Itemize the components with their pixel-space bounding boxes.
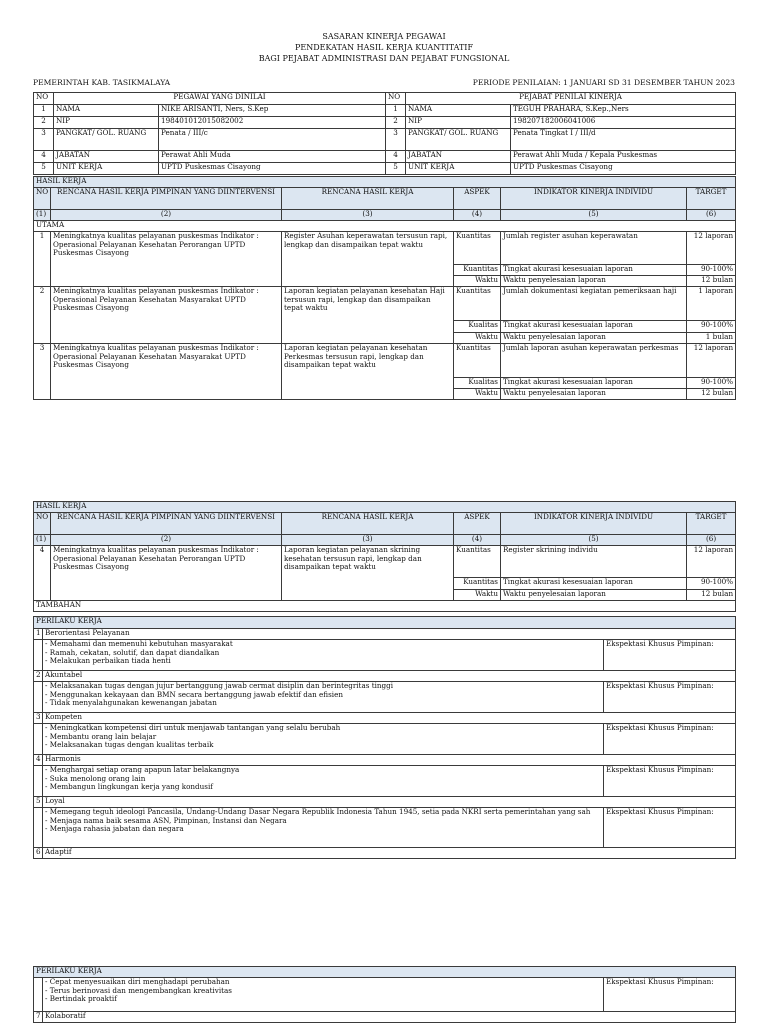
indicator: Waktu penyelesaian laporan — [501, 276, 687, 287]
indicator: Register skrining individu — [501, 546, 687, 578]
leader-expectation: Ekspektasi Khusus Pimpinan: — [604, 724, 736, 755]
field-label: JABATAN — [54, 151, 159, 163]
aspect: Waktu — [454, 276, 501, 287]
indicator: Tingkat akurasi kesesuaian laporan — [501, 321, 687, 333]
indicator: Waktu penyelesaian laporan — [501, 590, 687, 601]
aspect: Kuantitas — [454, 578, 501, 590]
item-number: 2 — [34, 287, 51, 344]
target: 12 bulan — [687, 389, 736, 400]
behavior-detail — [34, 766, 736, 797]
leader-expectation: Ekspektasi Khusus Pimpinan: — [604, 808, 736, 848]
column-header: ASPEK — [454, 513, 501, 535]
behavior-category — [34, 755, 736, 766]
column-number: (1) — [34, 535, 51, 546]
list-item: - Menghargai setiap orang apapun latar belakangnya — [45, 765, 240, 774]
row-number: 1 — [34, 105, 54, 117]
assessment-period: PERIODE PENILAIAN: 1 JANUARI SD 31 DESEMBER TAHUN 2023 — [472, 78, 735, 87]
leader-expectation: Ekspektasi Khusus Pimpinan: — [604, 978, 736, 1012]
behavior-detail — [34, 682, 736, 713]
row-number: 5 — [386, 163, 406, 175]
behavior-number: 4 — [34, 755, 43, 766]
column-number: (3) — [282, 535, 454, 546]
table-row — [34, 344, 736, 378]
behavior-points — [43, 978, 604, 1012]
behavior-points — [43, 766, 604, 797]
row-number: 3 — [386, 129, 406, 151]
work-results-table — [33, 176, 736, 400]
row-number: 2 — [386, 117, 406, 129]
behavior-points — [43, 808, 604, 848]
behavior-category — [34, 629, 736, 640]
column-number: (5) — [501, 535, 687, 546]
target: 90-100% — [687, 578, 736, 590]
behavior-number: 6 — [34, 848, 43, 859]
row-number: 1 — [386, 105, 406, 117]
column-number: (4) — [454, 535, 501, 546]
behavior-detail — [34, 724, 736, 755]
section-utama: UTAMA — [34, 221, 736, 232]
column-header: RENCANA HASIL KERJA PIMPINAN YANG DIINTERVENSI — [51, 513, 282, 535]
row-number: 2 — [34, 117, 54, 129]
work-plan: Laporan kegiatan pelayanan skrining kesehatan tersusun rapi, lengkap dan disampaikan tepat waktu — [282, 546, 454, 601]
column-header: NO — [34, 513, 51, 535]
field-label: UNIT KERJA — [406, 163, 511, 175]
aspect: Kuantitas — [454, 546, 501, 578]
list-item: - Melakukan perbaikan tiada henti — [45, 656, 171, 666]
field-label: NIP — [406, 117, 511, 129]
assessor-rank: Penata Tingkat I / III/d — [511, 129, 736, 151]
no-header: NO — [34, 93, 54, 105]
behavior-category — [34, 1012, 736, 1023]
column-number: (6) — [687, 535, 736, 546]
column-header: RENCANA HASIL KERJA — [282, 513, 454, 535]
target: 12 bulan — [687, 590, 736, 601]
assessor-name: TEGUH PRAHARA, S.Kep.,Ners — [511, 105, 736, 117]
leader-plan: Meningkatnya kualitas pelayanan puskesmas Indikator : Operasional Pelayanan Kesehatan Perorangan UPTD Puskesmas Cisayong — [51, 232, 282, 287]
section-tambahan: TAMBAHAN — [34, 601, 736, 612]
target: 12 laporan — [687, 546, 736, 578]
list-item: - Cepat menyesuaikan diri menghadapi perubahan — [45, 977, 230, 986]
work-results-table-continued — [33, 501, 736, 612]
leader-expectation: Ekspektasi Khusus Pimpinan: — [604, 640, 736, 671]
leader-plan: Meningkatnya kualitas pelayanan puskesmas Indikator : Operasional Pelayanan Kesehatan Masyarakat UPTD Puskesmas Cisayong — [51, 287, 282, 344]
target: 90-100% — [687, 378, 736, 389]
target: 1 laporan — [687, 287, 736, 321]
aspect: Kuantitas — [454, 287, 501, 321]
column-number: (2) — [51, 210, 282, 221]
list-item: - Tidak menyalahgunakan kewenangan jabatan — [45, 698, 217, 708]
column-number: (6) — [687, 210, 736, 221]
document-subtitle-2: BAGI PEJABAT ADMINISTRASI DAN PEJABAT FUNGSIONAL — [258, 54, 510, 63]
field-label: NAMA — [406, 105, 511, 117]
field-label: PANGKAT/ GOL. RUANG — [406, 129, 511, 151]
field-label: UNIT KERJA — [54, 163, 159, 175]
assessor-unit: UPTD Puskesmas Cisayong — [511, 163, 736, 175]
identity-table — [33, 92, 736, 175]
behavior-name: Kompeten — [43, 713, 736, 724]
column-number: (4) — [454, 210, 501, 221]
behavior-table-continued — [33, 966, 736, 1023]
assessed-employee-header: PEGAWAI YANG DINILAI — [54, 93, 386, 105]
employee-unit: UPTD Puskesmas Cisayong — [159, 163, 386, 175]
leader-expectation: Ekspektasi Khusus Pimpinan: — [604, 766, 736, 797]
list-item: - Ramah, cekatan, solutif, dan dapat diandalkan — [45, 647, 220, 657]
indicator: Jumlah dokumentasi kegiatan pemeriksaan haji — [501, 287, 687, 321]
column-number: (2) — [51, 535, 282, 546]
behavior-number: 5 — [34, 797, 43, 808]
indicator: Tingkat akurasi kesesuaian laporan — [501, 265, 687, 276]
list-item: - Suka menolong orang lain — [45, 773, 146, 783]
list-item: - Melaksanakan tugas dengan jujur bertanggung jawab cermat disiplin dan berintegritas tinggi — [45, 681, 394, 690]
employee-name: NIKE ARISANTI, Ners, S.Kep — [159, 105, 386, 117]
list-item: - Terus berinovasi dan mengembangkan kreativitas — [45, 985, 232, 995]
indicator: Tingkat akurasi kesesuaian laporan — [501, 378, 687, 389]
column-header: ASPEK — [454, 188, 501, 210]
row-number: 4 — [34, 151, 54, 163]
list-item: - Bertindak proaktif — [45, 994, 117, 1004]
column-header: TARGET — [687, 188, 736, 210]
column-header: RENCANA HASIL KERJA — [282, 188, 454, 210]
item-number: 1 — [34, 232, 51, 287]
list-item: - Menjaga rahasia jabatan dan negara — [45, 824, 184, 834]
list-item: - Memahami dan memenuhi kebutuhan masyarakat — [45, 639, 233, 648]
leader-plan: Meningkatnya kualitas pelayanan puskesmas Indikator : Operasional Pelayanan Kesehatan Masyarakat UPTD Puskesmas Cisayong — [51, 344, 282, 400]
list-item: - Menjaga nama baik sesama ASN, Pimpinan, Instansi dan Negara — [45, 815, 287, 825]
behavior-name: Kolaboratif — [43, 1012, 736, 1023]
behavior-category — [34, 671, 736, 682]
aspect: Kuantitas — [454, 232, 501, 265]
leader-plan: Meningkatnya kualitas pelayanan puskesmas Indikator : Operasional Pelayanan Kesehatan Perorangan UPTD Puskesmas Cisayong — [51, 546, 282, 601]
target: 90-100% — [687, 321, 736, 333]
indicator: Waktu penyelesaian laporan — [501, 333, 687, 344]
behavior-number: 1 — [34, 629, 43, 640]
employee-position: Perawat Ahli Muda — [159, 151, 386, 163]
column-header: NO — [34, 188, 51, 210]
target: 12 laporan — [687, 232, 736, 265]
list-item: - Menggunakan kekayaan dan BMN secara bertanggung jawab efektif dan efisien — [45, 689, 343, 699]
column-number: (1) — [34, 210, 51, 221]
indicator: Jumlah laporan asuhan keperawatan perkesmas — [501, 344, 687, 378]
behavior-category — [34, 797, 736, 808]
table-row — [34, 232, 736, 265]
field-label: JABATAN — [406, 151, 511, 163]
aspect: Kualitas — [454, 378, 501, 389]
field-label: PANGKAT/ GOL. RUANG — [54, 129, 159, 151]
behavior-number: 2 — [34, 671, 43, 682]
document-subtitle: PENDEKATAN HASIL KERJA KUANTITATIF — [294, 43, 474, 52]
indicator: Tingkat akurasi kesesuaian laporan — [501, 578, 687, 590]
behavior-name: Harmonis — [43, 755, 736, 766]
indicator: Waktu penyelesaian laporan — [501, 389, 687, 400]
row-number: 5 — [34, 163, 54, 175]
employee-nip: 198401012015082002 — [159, 117, 386, 129]
behavior-detail — [34, 978, 736, 1012]
behavior-points — [43, 640, 604, 671]
behavior-detail — [34, 808, 736, 848]
behavior-points — [43, 724, 604, 755]
column-header: TARGET — [687, 513, 736, 535]
leader-expectation: Ekspektasi Khusus Pimpinan: — [604, 682, 736, 713]
aspect: Waktu — [454, 389, 501, 400]
section-title: PERILAKU KERJA — [34, 617, 736, 629]
organization-name: PEMERINTAH KAB. TASIKMALAYA — [33, 78, 171, 87]
work-plan: Register Asuhan keperawatan tersusun rapi, lengkap dan disampaikan tepat waktu — [282, 232, 454, 287]
target: 90-100% — [687, 265, 736, 276]
aspect: Waktu — [454, 333, 501, 344]
column-header: INDIKATOR KINERJA INDIVIDU — [501, 188, 687, 210]
row-number: 4 — [386, 151, 406, 163]
behavior-name: Adaptif — [43, 848, 736, 859]
behavior-name: Loyal — [43, 797, 736, 808]
behavior-table — [33, 616, 736, 859]
column-number: (3) — [282, 210, 454, 221]
list-item: - Membangun lingkungan kerja yang kondusif — [45, 782, 213, 792]
behavior-category — [34, 848, 736, 859]
section-title: HASIL KERJA — [34, 502, 736, 513]
behavior-number: 3 — [34, 713, 43, 724]
section-title: PERILAKU KERJA — [34, 967, 736, 978]
table-row — [34, 287, 736, 321]
list-item: - Meningkatkan kompetensi diri untuk menjawab tantangan yang selalu berubah — [45, 723, 341, 732]
section-title: HASIL KERJA — [34, 177, 736, 188]
target: 12 bulan — [687, 276, 736, 287]
row-number: 3 — [34, 129, 54, 151]
aspect: Kualitas — [454, 321, 501, 333]
aspect: Kuantitas — [454, 265, 501, 276]
indicator: Jumlah register asuhan keperawatan — [501, 232, 687, 265]
document-title: SASARAN KINERJA PEGAWAI — [322, 32, 446, 41]
behavior-category — [34, 713, 736, 724]
table-row — [34, 546, 736, 578]
aspect: Waktu — [454, 590, 501, 601]
assessor-nip: 198207182006041006 — [511, 117, 736, 129]
item-number: 3 — [34, 344, 51, 400]
work-plan: Laporan kegiatan pelayanan kesehatan Perkesmas tersusun rapi, lengkap dan disampaikan tepat waktu — [282, 344, 454, 400]
list-item: - Melaksanakan tugas dengan kualitas terbaik — [45, 740, 214, 750]
assessor-position: Perawat Ahli Muda / Kepala Puskesmas — [511, 151, 736, 163]
no-header: NO — [386, 93, 406, 105]
column-header: INDIKATOR KINERJA INDIVIDU — [501, 513, 687, 535]
column-header: RENCANA HASIL KERJA PIMPINAN YANG DIINTERVENSI — [51, 188, 282, 210]
target: 12 laporan — [687, 344, 736, 378]
behavior-points — [43, 682, 604, 713]
behavior-detail — [34, 640, 736, 671]
target: 1 bulan — [687, 333, 736, 344]
field-label: NAMA — [54, 105, 159, 117]
aspect: Kuantitas — [454, 344, 501, 378]
list-item: - Membantu orang lain belajar — [45, 731, 157, 741]
behavior-number: 7 — [34, 1012, 43, 1023]
assessor-header: PEJABAT PENILAI KINERJA — [406, 93, 736, 105]
behavior-name: Akuntabel — [43, 671, 736, 682]
employee-rank: Penata / III/c — [159, 129, 386, 151]
field-label: NIP — [54, 117, 159, 129]
work-plan: Laporan kegiatan pelayanan kesehatan Haji tersusun rapi, lengkap dan disampaikan tepat waktu — [282, 287, 454, 344]
list-item: - Memegang teguh ideologi Pancasila, Undang-Undang Dasar Negara Republik Indonesia Tahun 1945, setia pada NKRI serta pemerintahan yang sah — [45, 807, 591, 816]
behavior-name: Berorientasi Pelayanan — [43, 629, 736, 640]
item-number: 4 — [34, 546, 51, 601]
column-number: (5) — [501, 210, 687, 221]
